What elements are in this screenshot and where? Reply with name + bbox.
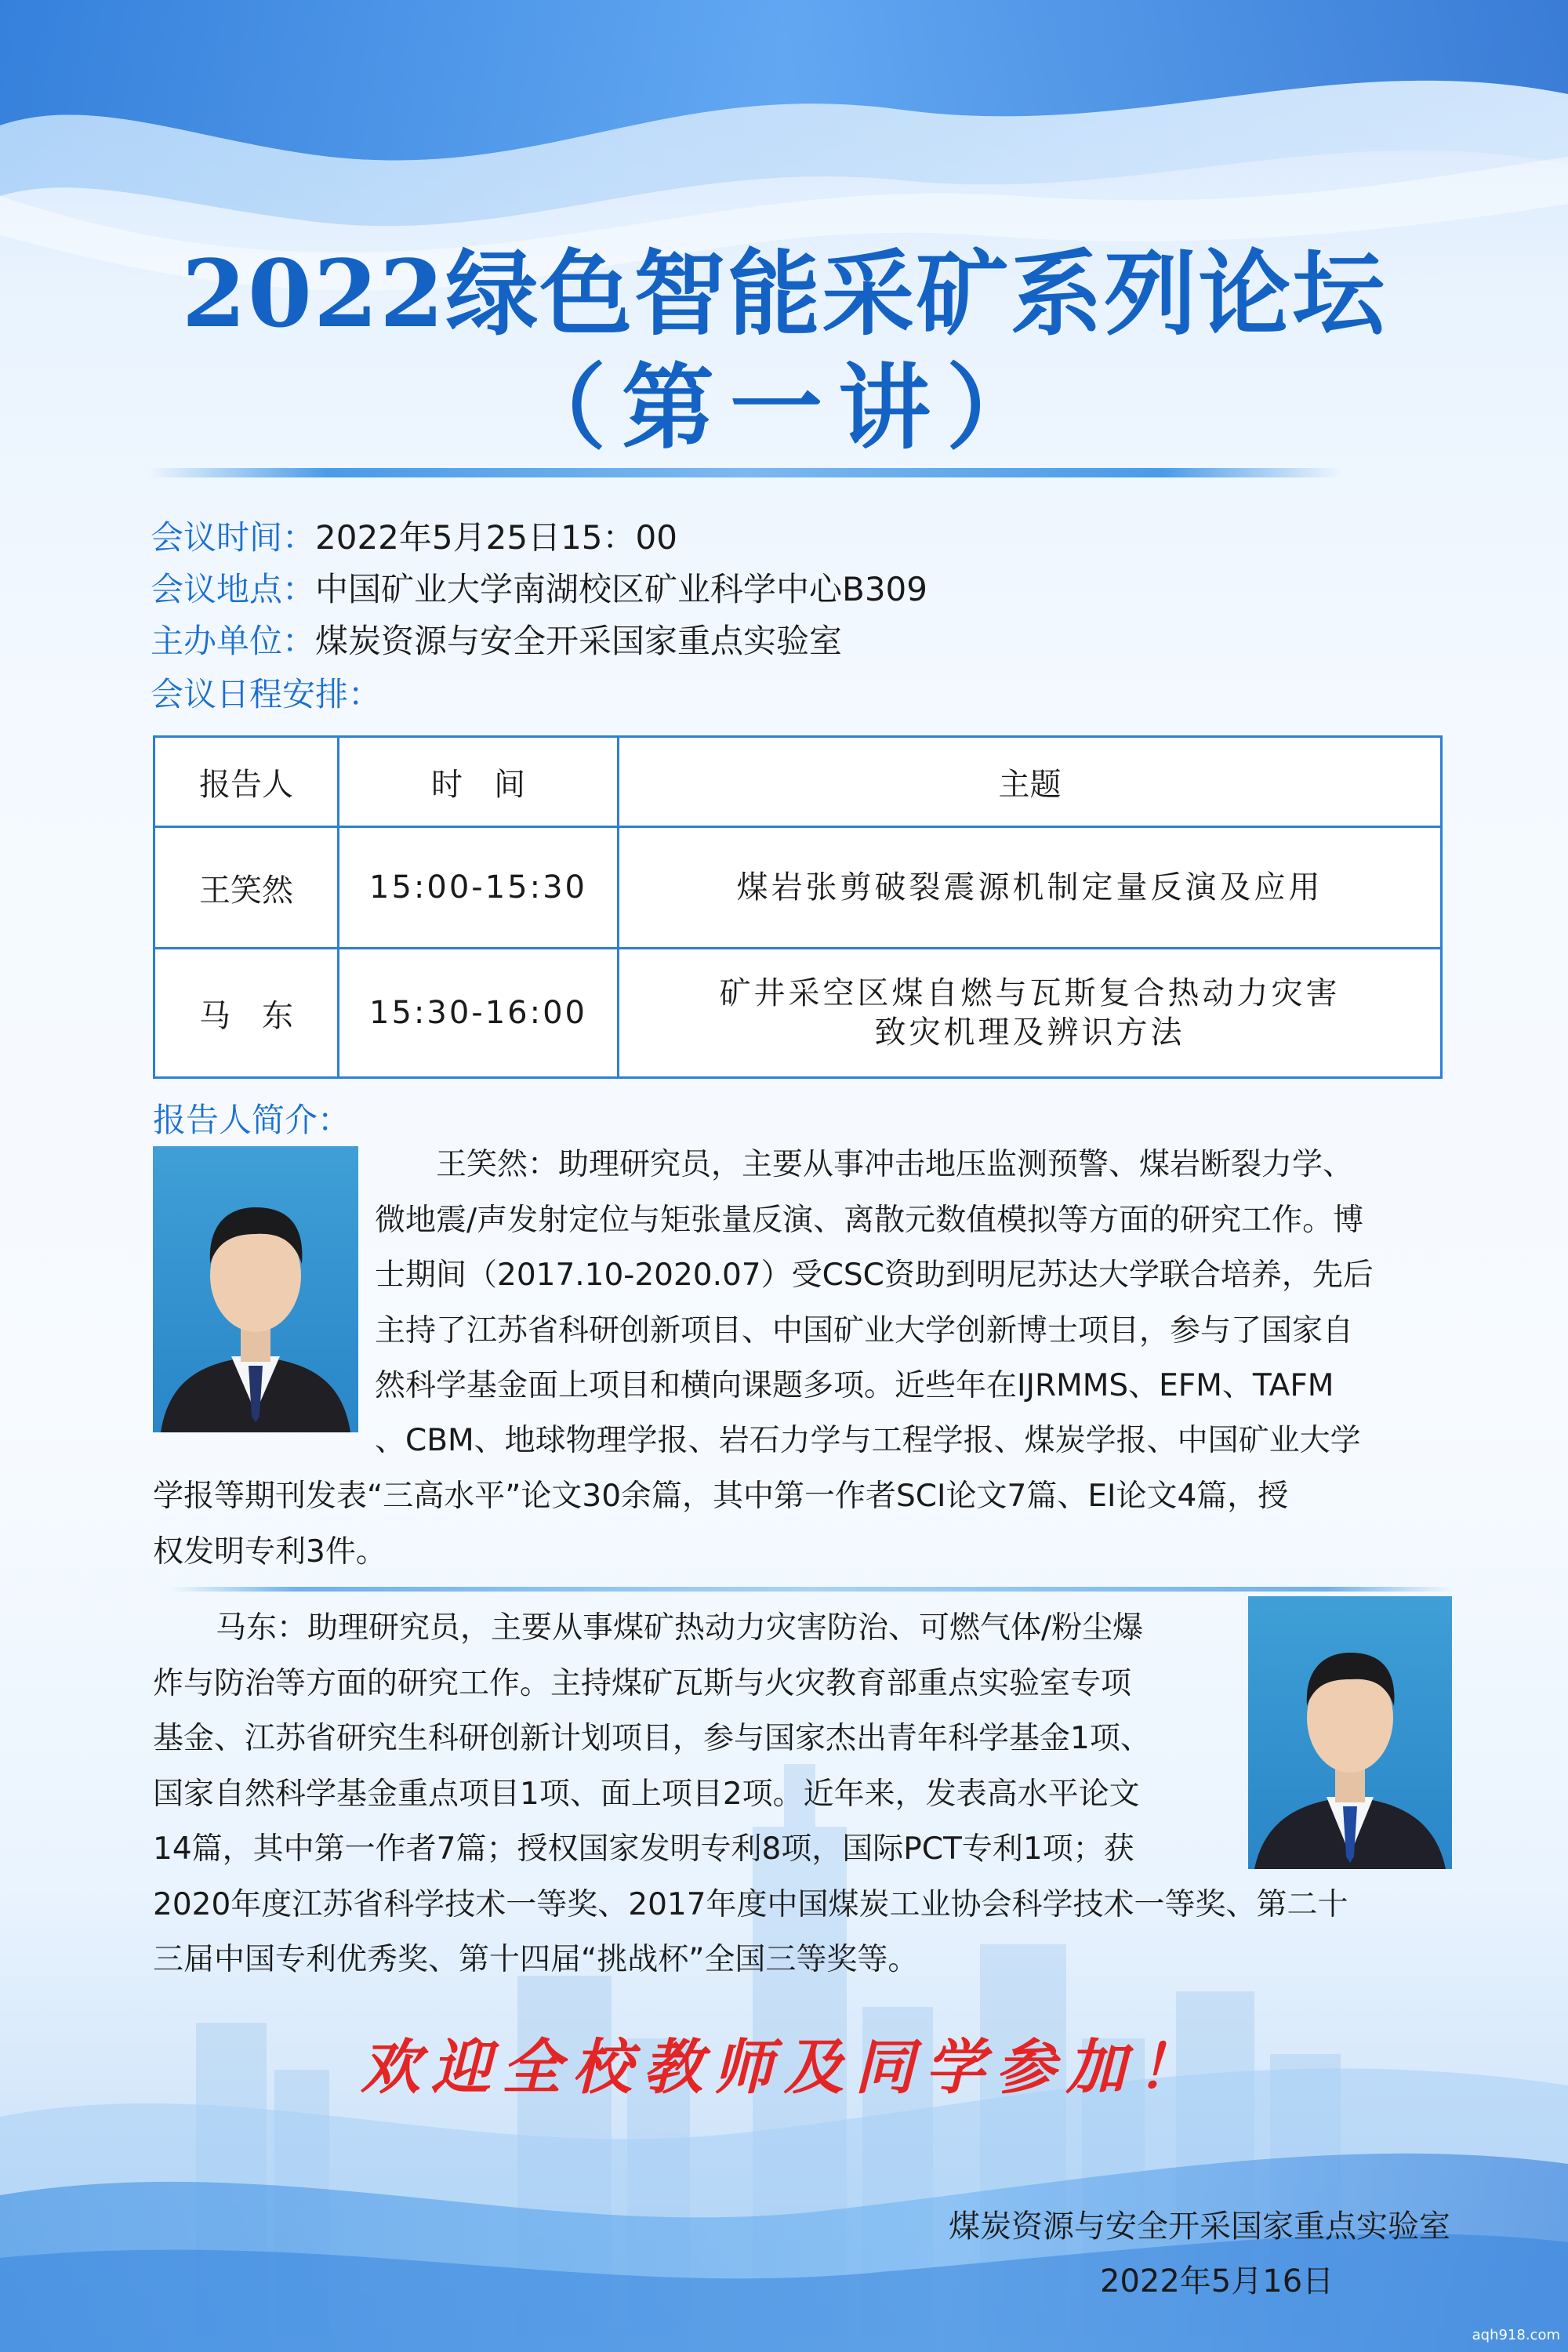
row-topic-line: 致灾机理及辨识方法 [874, 1014, 1185, 1051]
portrait-illustration [153, 1146, 358, 1432]
meeting-host-label: 主办单位： [151, 622, 316, 660]
welcome-slogan: 欢迎全校教师及同学参加！ [361, 2032, 1207, 2102]
meeting-time-label: 会议时间： [151, 518, 316, 557]
speaker-bio-wang-cont [375, 1414, 1361, 1469]
header-speaker: 报告人 [154, 737, 339, 827]
speaker-photo-wang [153, 1146, 358, 1432]
bio-line: 马东：助理研究员，主要从事煤矿热动力灾害防治、可燃气体/粉尘爆 [216, 1610, 1144, 1646]
meeting-host [151, 618, 842, 665]
bio-line: 微地震/声发射定位与矩张量反演、离散元数值模拟等方面的研究工作。博 [375, 1202, 1364, 1238]
bio-line: 权发明专利3件。 [153, 1534, 387, 1570]
watermark-text: aqh918.com [1472, 2327, 1560, 2343]
bio-line: 国家自然科学基金重点项目1项、面上项目2项。近年来，发表高水平论文 [153, 1776, 1140, 1812]
title-divider [149, 468, 1341, 477]
footer-date: 2022年5月16日 [1100, 2263, 1334, 2299]
meeting-time [151, 514, 677, 561]
speaker-bio-ma [153, 1601, 1348, 1988]
poster-title: 2022绿色智能采矿系列论坛 [181, 239, 1387, 348]
meeting-schedule-heading [151, 671, 381, 718]
meeting-place [151, 566, 927, 613]
header-topic: 主题 [619, 737, 1442, 827]
bio-line: 然科学基金面上项目和横向课题多项。近些年在IJRMMS、EFM、TAFM [375, 1368, 1334, 1403]
bio-line: 士期间（2017.10-2020.07）受CSC资助到明尼苏达大学联合培养，先后 [375, 1258, 1374, 1293]
speaker-bio-wang [375, 1138, 1374, 1414]
bio-line: 王笑然：助理研究员，主要从事冲击地压监测预警、煤岩断裂力学、 [436, 1147, 1354, 1182]
poster-subtitle: （第一讲） [513, 353, 1054, 462]
bio-line: 2020年度江苏省科学技术一等奖、2017年度中国煤炭工业协会科学技术一等奖、第二十 [153, 1886, 1348, 1922]
bio-line: 主持了江苏省科研创新项目、中国矿业大学创新博士项目，参与了国家自 [375, 1312, 1354, 1348]
row-topic-line: 煤岩张剪破裂震源机制定量反演及应用 [736, 869, 1323, 906]
section-divider [169, 1587, 1454, 1592]
header-time: 时 间 [339, 737, 619, 827]
table-row [154, 949, 1442, 1078]
meeting-schedule-label: 会议日程安排： [151, 675, 382, 713]
row-time: 15:00-15:30 [339, 827, 619, 949]
table-header-row [154, 737, 1442, 827]
bio-line: 炸与防治等方面的研究工作。主持煤矿瓦斯与火灾教育部重点实验室专项 [153, 1665, 1132, 1701]
portrait-illustration [1248, 1596, 1452, 1869]
bio-line: 、CBM、地球物理学报、岩石力学与工程学报、煤炭学报、中国矿业大学 [375, 1423, 1361, 1458]
speakers-heading: 报告人简介： [153, 1101, 351, 1139]
speaker-photo-ma [1248, 1596, 1452, 1869]
bio-line: 三届中国专利优秀奖、第十四届“挑战杯”全国三等奖等。 [153, 1942, 919, 1977]
row-topic-line: 矿井采空区煤自燃与瓦斯复合热动力灾害 [719, 975, 1341, 1011]
meeting-place-label: 会议地点： [151, 570, 316, 608]
speaker-bio-wang-tail [153, 1469, 1288, 1580]
row-speaker: 马 东 [154, 949, 339, 1078]
bio-line: 学报等期刊发表“三高水平”论文30余篇，其中第一作者SCI论文7篇、EI论文4篇，授 [153, 1479, 1289, 1514]
meeting-time-value: 2022年5月25日15：00 [315, 518, 677, 557]
meeting-host-value: 煤炭资源与安全开采国家重点实验室 [315, 622, 843, 660]
schedule-table [153, 735, 1443, 1079]
footer-org: 煤炭资源与安全开采国家重点实验室 [949, 2209, 1450, 2245]
row-time: 15:30-16:00 [339, 949, 619, 1078]
row-topic [619, 827, 1442, 949]
table-row [154, 827, 1442, 949]
row-topic [619, 949, 1442, 1078]
bio-line: 14篇，其中第一作者7篇；授权国家发明专利8项，国际PCT专利1项；获 [153, 1831, 1134, 1867]
meeting-place-value: 中国矿业大学南湖校区矿业科学中心B309 [315, 570, 927, 608]
bio-line: 基金、江苏省研究生科研创新计划项目，参与国家杰出青年科学基金1项、 [153, 1721, 1151, 1756]
row-speaker: 王笑然 [154, 827, 339, 949]
